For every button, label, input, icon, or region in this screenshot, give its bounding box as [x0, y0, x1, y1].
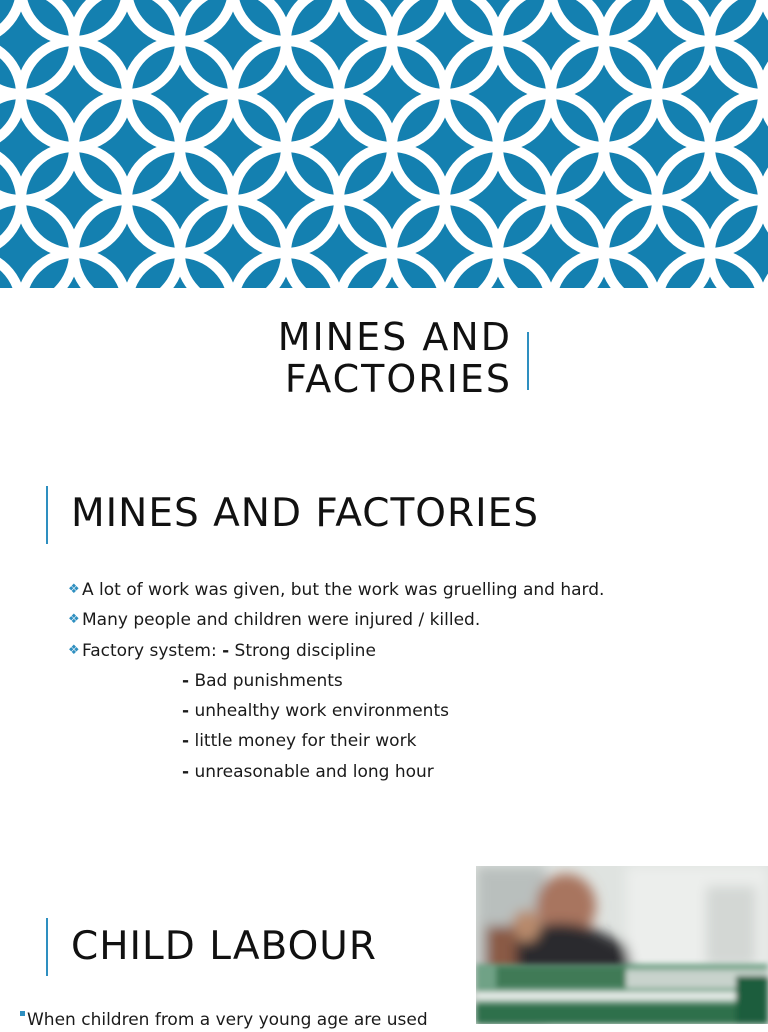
- square-bullet-icon: [20, 1011, 25, 1016]
- body-paragraph: When children from a very young age are used: [20, 1008, 428, 1032]
- list-subitem: - unhealthy work environments: [182, 701, 449, 722]
- list-item: ❖ Many people and children were injured / killed.: [68, 605, 708, 635]
- slide-title: MINES AND FACTORIES: [277, 315, 512, 401]
- section-heading-child-labour: CHILD LABOUR: [71, 924, 377, 969]
- list-subitem: - Bad punishments: [182, 670, 343, 691]
- decorative-pattern-banner: [0, 0, 768, 288]
- list-item: ❖ Factory system: - Strong discipline: [68, 636, 708, 666]
- title-accent-bar: [527, 332, 529, 390]
- diamond-bullet-icon: ❖: [68, 642, 80, 658]
- diamond-bullet-icon: ❖: [68, 582, 80, 597]
- list-subitem: - little money for their work: [182, 731, 417, 752]
- title-slide: [0, 312, 768, 408]
- section-heading-mines: MINES AND FACTORIES: [71, 491, 539, 536]
- bullet-list: [68, 575, 708, 787]
- factory-workers-photo: [476, 866, 768, 1024]
- heading-accent-bar: [46, 918, 48, 976]
- heading-accent-bar: [46, 486, 48, 544]
- list-subitem: - unreasonable and long hour: [182, 761, 434, 782]
- list-item: ❖ A lot of work was given, but the work was gruelling and hard.: [68, 575, 708, 605]
- diamond-bullet-icon: ❖: [68, 612, 80, 628]
